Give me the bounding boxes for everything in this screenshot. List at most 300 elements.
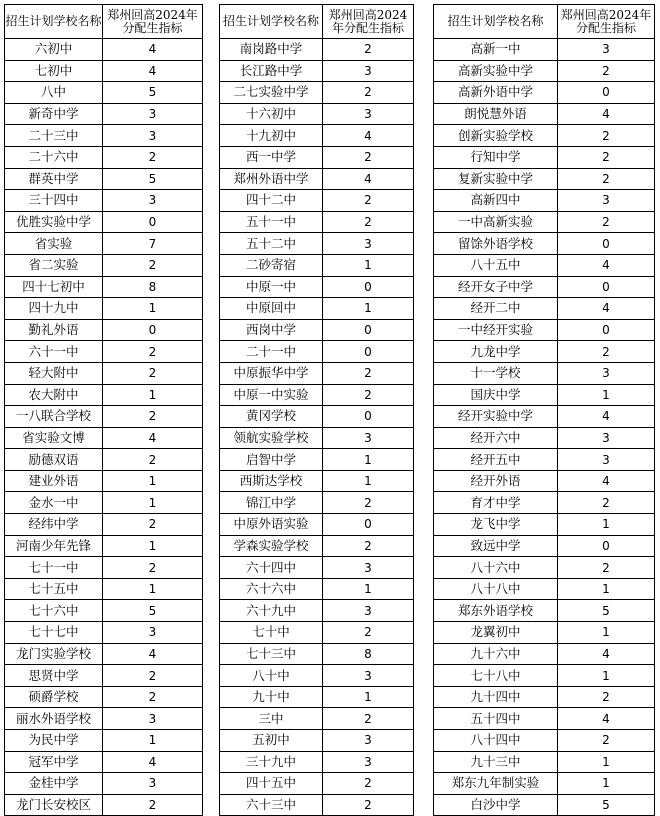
quota-value-cell: 2 [558,60,655,82]
quota-value-cell: 1 [103,298,203,320]
school-name-cell: 朗悦慧外语 [434,103,558,125]
school-name-cell: 六十四中 [220,557,323,579]
school-name-cell: 四十九中 [5,298,103,320]
school-name-cell: 二砂寄宿 [220,254,323,276]
table-row [220,103,414,125]
school-name-cell: 中原外语实验 [220,514,323,536]
table-row [220,298,414,320]
school-name-header: 招生计划学校名称 [220,5,323,39]
table-row [220,427,414,449]
quota-header: 郑州回高2024年分配生指标 [558,5,655,39]
table-row [5,82,203,104]
quota-value-cell: 0 [323,319,414,341]
table-row [220,557,414,579]
quota-value-cell: 4 [558,298,655,320]
quota-value-cell: 0 [323,276,414,298]
quota-value-cell: 3 [103,622,203,644]
school-name-cell: 经纬中学 [5,514,103,536]
table-row [5,751,203,773]
table-row [434,406,655,428]
table-row [220,622,414,644]
school-name-cell: 五十二中 [220,233,323,255]
quota-value-cell: 2 [103,341,203,363]
quota-value-cell: 3 [103,708,203,730]
quota-value-cell: 1 [103,384,203,406]
quota-value-cell: 5 [103,82,203,104]
quota-value-cell: 2 [323,362,414,384]
quota-value-cell: 3 [323,427,414,449]
school-name-cell: 省二实验 [5,254,103,276]
school-name-cell: 高新一中 [434,39,558,61]
quota-value-cell: 1 [558,384,655,406]
quota-value-cell: 2 [558,730,655,752]
school-name-cell: 六十一中 [5,341,103,363]
table-row [220,82,414,104]
quota-value-cell: 1 [323,449,414,471]
table-row [434,384,655,406]
school-name-cell: 郑东外语学校 [434,600,558,622]
table-row [220,492,414,514]
school-name-cell: 一中高新实验 [434,211,558,233]
table-row [434,557,655,579]
table-row [220,578,414,600]
school-name-cell: 高新四中 [434,190,558,212]
school-name-cell: 致远中学 [434,535,558,557]
table-row [220,211,414,233]
quota-value-cell: 8 [103,276,203,298]
quota-value-cell: 1 [323,578,414,600]
school-name-cell: 郑东九年制实验 [434,773,558,795]
table-row [5,60,203,82]
quota-value-cell: 1 [558,622,655,644]
school-name-cell: 省实验 [5,233,103,255]
school-name-cell: 思贤中学 [5,665,103,687]
quota-value-cell: 2 [558,492,655,514]
quota-value-cell: 8 [323,643,414,665]
table-row [5,125,203,147]
school-name-cell: 群英中学 [5,168,103,190]
table-row [434,146,655,168]
quota-value-cell: 2 [103,514,203,536]
quota-value-cell: 3 [323,103,414,125]
school-name-cell: 复新实验中学 [434,168,558,190]
table-row [434,125,655,147]
school-name-cell: 中原一中实验 [220,384,323,406]
school-name-cell: 六十九中 [220,600,323,622]
school-name-cell: 龙门长安校区 [5,794,103,816]
table-row [5,276,203,298]
school-name-cell: 勤礼外语 [5,319,103,341]
table-row [220,773,414,795]
table-row [220,60,414,82]
table-row [5,730,203,752]
table-row [220,643,414,665]
table-row [5,190,203,212]
school-name-cell: 启智中学 [220,449,323,471]
table-row [5,578,203,600]
table-row [434,665,655,687]
table-row [434,514,655,536]
quota-value-cell: 1 [323,254,414,276]
school-name-cell: 轻大附中 [5,362,103,384]
quota-value-cell: 3 [558,449,655,471]
school-name-header: 招生计划学校名称 [5,5,103,39]
school-name-cell: 七十八中 [434,665,558,687]
school-name-cell: 南岗路中学 [220,39,323,61]
school-name-cell: 八中 [5,82,103,104]
school-name-cell: 二十一中 [220,341,323,363]
table-row [5,643,203,665]
table-row [434,39,655,61]
table-row [434,600,655,622]
table-row [434,82,655,104]
quota-value-cell: 2 [323,146,414,168]
school-name-cell: 中原回中 [220,298,323,320]
quota-value-cell: 4 [103,427,203,449]
quota-value-cell: 1 [558,773,655,795]
quota-value-cell: 2 [323,39,414,61]
quota-value-cell: 2 [558,686,655,708]
school-name-cell: 金水一中 [5,492,103,514]
quota-value-cell: 7 [103,233,203,255]
table-row [220,319,414,341]
table-row [220,362,414,384]
table-row [5,254,203,276]
table-row [220,276,414,298]
school-name-cell: 黄冈学校 [220,406,323,428]
quota-value-cell: 2 [558,146,655,168]
table-row [5,427,203,449]
school-name-cell: 四十七初中 [5,276,103,298]
table-row [220,470,414,492]
quota-value-cell: 3 [558,190,655,212]
quota-value-cell: 1 [323,686,414,708]
quota-value-cell: 3 [103,103,203,125]
school-name-cell: 九十四中 [434,686,558,708]
table-row [220,39,414,61]
quota-value-cell: 5 [103,168,203,190]
school-name-cell: 五十四中 [434,708,558,730]
school-name-cell: 七初中 [5,60,103,82]
table-row [5,514,203,536]
table-row [220,535,414,557]
quota-value-cell: 4 [323,168,414,190]
quota-value-cell: 0 [103,211,203,233]
quota-value-cell: 3 [323,233,414,255]
quota-value-cell: 4 [323,125,414,147]
school-name-cell: 七十五中 [5,578,103,600]
quota-value-cell: 1 [558,578,655,600]
table-row [434,578,655,600]
quota-value-cell: 4 [558,406,655,428]
quota-value-cell: 2 [323,190,414,212]
table-row [5,406,203,428]
quota-value-cell: 1 [323,298,414,320]
school-name-cell: 一八联合学校 [5,406,103,428]
table-row [434,60,655,82]
school-name-cell: 新奇中学 [5,103,103,125]
table-row [5,319,203,341]
table-row [5,211,203,233]
quota-value-cell: 2 [558,211,655,233]
table-row [434,168,655,190]
school-name-cell: 领航实验学校 [220,427,323,449]
school-name-header: 招生计划学校名称 [434,5,558,39]
quota-value-cell: 0 [323,341,414,363]
table-body [220,5,414,816]
quota-value-cell: 2 [323,384,414,406]
school-name-cell: 二七实验中学 [220,82,323,104]
school-name-cell: 农大附中 [5,384,103,406]
table-row [434,492,655,514]
table-row [434,470,655,492]
quota-value-cell: 1 [103,535,203,557]
quota-value-cell: 2 [103,254,203,276]
quota-value-cell: 1 [103,492,203,514]
table-row [434,254,655,276]
quota-value-cell: 1 [558,751,655,773]
school-name-cell: 七十六中 [5,600,103,622]
quota-value-cell: 5 [558,600,655,622]
table-row [434,319,655,341]
quota-value-cell: 3 [558,362,655,384]
school-name-cell: 西一中学 [220,146,323,168]
table-row [5,686,203,708]
table-body [5,5,203,816]
table-row [5,470,203,492]
quota-value-cell: 0 [323,406,414,428]
quota-value-cell: 2 [323,82,414,104]
school-name-cell: 二十三中 [5,125,103,147]
school-name-cell: 三中 [220,708,323,730]
table-row [5,362,203,384]
school-name-cell: 十一学校 [434,362,558,384]
school-name-cell: 经开实验中学 [434,406,558,428]
school-name-cell: 五十一中 [220,211,323,233]
table-row [5,773,203,795]
quota-value-cell: 3 [103,773,203,795]
table-row [434,103,655,125]
quota-value-cell: 5 [558,794,655,816]
school-name-cell: 八十中 [220,665,323,687]
table-row [434,362,655,384]
school-name-cell: 金桂中学 [5,773,103,795]
school-name-cell: 十九初中 [220,125,323,147]
school-name-cell: 三十九中 [220,751,323,773]
school-name-cell: 经开女子中学 [434,276,558,298]
table-row [220,341,414,363]
quota-value-cell: 2 [323,708,414,730]
quota-value-cell: 2 [103,686,203,708]
school-name-cell: 龙门实验学校 [5,643,103,665]
quota-value-cell: 2 [103,146,203,168]
quota-value-cell: 2 [323,794,414,816]
quota-value-cell: 4 [103,643,203,665]
school-name-cell: 七十中 [220,622,323,644]
quota-value-cell: 3 [323,60,414,82]
table-row [5,384,203,406]
school-name-cell: 白沙中学 [434,794,558,816]
quota-value-cell: 2 [558,557,655,579]
quota-value-cell: 1 [103,578,203,600]
school-name-cell: 八十六中 [434,557,558,579]
quota-value-cell: 3 [323,665,414,687]
table-row [5,665,203,687]
quota-value-cell: 2 [103,362,203,384]
school-name-cell: 省实验文博 [5,427,103,449]
quota-value-cell: 1 [558,514,655,536]
quota-value-cell: 1 [558,665,655,687]
allocation-table-1 [4,4,203,816]
quota-value-cell: 3 [323,557,414,579]
school-name-cell: 六初中 [5,39,103,61]
quota-value-cell: 1 [103,730,203,752]
table-row [434,233,655,255]
table-row [220,514,414,536]
table-row [434,427,655,449]
school-name-cell: 河南少年先锋 [5,535,103,557]
quota-value-cell: 2 [323,622,414,644]
table-row [434,276,655,298]
quota-value-cell: 4 [103,60,203,82]
quota-value-cell: 0 [558,276,655,298]
table-row [5,708,203,730]
quota-value-cell: 4 [103,39,203,61]
school-name-cell: 中原振华中学 [220,362,323,384]
table-row [220,665,414,687]
quota-value-cell: 0 [103,319,203,341]
school-name-cell: 九十三中 [434,751,558,773]
table-row [434,535,655,557]
school-name-cell: 高新外语中学 [434,82,558,104]
school-name-cell: 郑州外语中学 [220,168,323,190]
quota-value-cell: 5 [103,600,203,622]
school-name-cell: 七十七中 [5,622,103,644]
table-row [220,600,414,622]
quota-value-cell: 4 [558,708,655,730]
allocation-table-3 [433,4,655,816]
quota-value-cell: 1 [103,470,203,492]
school-name-cell: 高新实验中学 [434,60,558,82]
table-row [5,341,203,363]
table-row [220,190,414,212]
table-body [434,5,655,816]
table-row [434,449,655,471]
school-name-cell: 四十五中 [220,773,323,795]
table-row [220,233,414,255]
quota-header: 郑州回高2024年分配生指标 [103,5,203,39]
table-row [5,146,203,168]
quota-value-cell: 0 [558,535,655,557]
quota-value-cell: 0 [323,514,414,536]
school-name-cell: 学森实验学校 [220,535,323,557]
school-name-cell: 励德双语 [5,449,103,471]
table-row [5,103,203,125]
quota-value-cell: 2 [103,449,203,471]
school-name-cell: 留馀外语学校 [434,233,558,255]
quota-value-cell: 4 [558,254,655,276]
school-name-cell: 二十六中 [5,146,103,168]
table-row [434,773,655,795]
school-name-cell: 国庆中学 [434,384,558,406]
quota-value-cell: 2 [558,168,655,190]
school-name-cell: 长江路中学 [220,60,323,82]
school-name-cell: 经开六中 [434,427,558,449]
school-name-cell: 三十四中 [5,190,103,212]
table-row [5,492,203,514]
table-row [220,254,414,276]
school-name-cell: 龙翼初中 [434,622,558,644]
table-row [220,686,414,708]
quota-value-cell: 3 [558,427,655,449]
school-name-cell: 四十二中 [220,190,323,212]
school-name-cell: 为民中学 [5,730,103,752]
table-row [434,298,655,320]
table-row [220,751,414,773]
school-name-cell: 八十五中 [434,254,558,276]
table-row [220,406,414,428]
school-name-cell: 西岗中学 [220,319,323,341]
table-row [434,190,655,212]
school-name-cell: 硕爵学校 [5,686,103,708]
quota-value-cell: 2 [558,341,655,363]
table-row [434,643,655,665]
quota-header: 郑州回高2024年分配生指标 [323,5,414,39]
quota-value-cell: 2 [103,557,203,579]
school-name-cell: 经开外语 [434,470,558,492]
table-row [220,146,414,168]
quota-value-cell: 2 [103,794,203,816]
quota-value-cell: 2 [103,406,203,428]
quota-value-cell: 3 [323,600,414,622]
table-row [5,233,203,255]
table-row [5,622,203,644]
table-row [434,341,655,363]
school-name-cell: 冠军中学 [5,751,103,773]
table-row [434,708,655,730]
table-row [5,449,203,471]
school-name-cell: 经开二中 [434,298,558,320]
table-row [220,730,414,752]
school-name-cell: 锦江中学 [220,492,323,514]
quota-value-cell: 4 [558,643,655,665]
quota-value-cell: 4 [558,470,655,492]
table-row [220,449,414,471]
school-name-cell: 创新实验学校 [434,125,558,147]
quota-value-cell: 0 [558,82,655,104]
school-name-cell: 五初中 [220,730,323,752]
school-name-cell: 九十中 [220,686,323,708]
table-row [5,39,203,61]
school-name-cell: 建业外语 [5,470,103,492]
quota-value-cell: 2 [323,773,414,795]
table-header-row [434,5,655,39]
quota-value-cell: 3 [323,730,414,752]
quota-value-cell: 2 [323,535,414,557]
school-name-cell: 八十四中 [434,730,558,752]
table-header-row [5,5,203,39]
quota-value-cell: 4 [558,103,655,125]
quota-value-cell: 2 [558,125,655,147]
table-row [434,751,655,773]
school-name-cell: 六十六中 [220,578,323,600]
school-name-cell: 龙飞中学 [434,514,558,536]
school-name-cell: 中原一中 [220,276,323,298]
quota-value-cell: 2 [323,211,414,233]
quota-value-cell: 3 [558,39,655,61]
quota-value-cell: 2 [103,665,203,687]
table-row [220,384,414,406]
